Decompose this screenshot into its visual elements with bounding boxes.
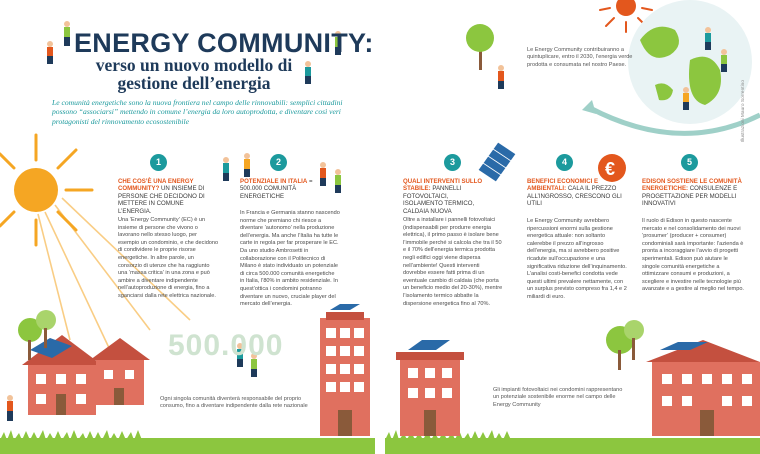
- page-title: ENERGY COMMUNITY:: [74, 28, 374, 58]
- houses-right-illustration: [606, 320, 760, 436]
- illustration-credit: Illustrazioni Mauro Sorrentino: [741, 80, 746, 143]
- column-3-number: 3: [444, 154, 461, 171]
- column-2-body: In Francia e Germania stanno nascendo norme che premiano chi riesce a diventare ‘autonomo’ nella produzione dell’energia. Ma anche l’Italia ha tutte le carte in regola per far prosperare le EC. Da uno studio Ambrosetti in collaborazione con il Politecnico di Milano è stato individuato un potenziale di circa 500.000 comunità energetiche in Italia, l’80% in ambito residenziale. In quest’ottica i condomini potranno diventare un nuovo, cruciale player del mercato dell’energia.: [240, 210, 340, 308]
- column-1-body: Una ‘Energy Community’ (EC) è un insieme di persone che vivono o lavorano nello stesso luogo, per esempio un condominio, e che decidono di condividere le proprie risorse energetiche. In altre parole, un consorzio di utenze che ha raggiunto una ‘massa critica’ in una zona e può ambire a diventare indipendente nell’autoproduzione di energia, fino a sganciarsi dalla rete elettrica nazionale.: [118, 217, 219, 299]
- column-5-number: 5: [681, 154, 698, 171]
- globe-note: Le Energy Community contribuiranno a quintuplicare, entro il 2030, l’energia verde prodotta e consumata nel nostro Paese.: [527, 47, 633, 68]
- column-5-body: Il ruolo di Edison in questo nascente mercato e nel consolidamento dei nuovi ‘prosumer’ (producer + consumer) condominiali sarà importante: l’azienda è pronta a incoraggiare l’avvio di progetti sperimentali. Edison può aiutare le singole comunità energetiche a ottimizzare consumi e produzioni, a scegliere e investire nelle tecnologie più avanzate e a gestire al meglio nel tempo.: [642, 218, 744, 293]
- column-3-heading: QUALI INTERVENTI SULLO STABILE: PANNELLI FOTOVOLTAICI, ISOLAMENTO TERMICO, CALDAIA NUOVA: [403, 178, 483, 215]
- column-2-number: 2: [270, 154, 287, 171]
- grass-left: [0, 430, 375, 454]
- column-5-heading: EDISON SOSTIENE LE COMUNITÀ ENERGETICHE: CONSULENZE E PROGETTAZIONE PER MODELLI INNOVATIVI: [642, 178, 742, 208]
- column-3-body: Oltre a installare i pannelli fotovoltaici (indispensabili per produrre energia elettrica), il primo passo è isolare bene l’immobile perché si calcola che tra il 50 e il 70% dell’energia termica prodotta negli edifici oggi viene dispersa nell’ambiente! Questi interventi dovrebbe essere fatti prima di un eventuale cambio di caldaia (che porta un beneficio medio del 20-30%), mentre l’isolamento termico abbatte la dispersione energetica fino al 70%.: [403, 217, 503, 307]
- houses-left-illustration: [18, 310, 150, 415]
- column-1-heading: CHE COS’È UNA ENERGY COMMUNITY? UN INSIEME DI PERSONE CHE DECIDONO DI METTERE IN COMUNE L’ENERGIA.: [118, 178, 205, 215]
- column-2-heading: POTENZIALE IN ITALIA = 500.000 COMUNITÀ ENERGETICHE: [240, 178, 313, 200]
- column-4-heading: BENEFICI ECONOMICI E AMBIENTALI: CALA IL PREZZO ALL’INGROSSO, CRESCONO GLI UTILI: [527, 178, 622, 208]
- column-4-number: 4: [556, 154, 573, 171]
- caption-left: Ogni singola comunità diventerà responsabile del proprio consumo, fino a diventare indipendente dalla rete nazionale: [160, 396, 308, 410]
- solar-panel-illustration: [478, 142, 516, 182]
- svg-text:€: €: [605, 159, 616, 179]
- page-subtitle: verso un nuovo modello di gestione dell’energia: [95, 55, 293, 93]
- building-center-illustration: [320, 304, 370, 436]
- column-1-number: 1: [150, 154, 167, 171]
- big-number: 500.000: [168, 329, 284, 362]
- building-right-illustration: [396, 340, 464, 436]
- caption-right: Gli impianti fotovoltaici nei condomini rappresentano un potenziale sostenibile enorme nel campo delle Energy Community: [493, 387, 623, 408]
- column-4-body: Le Energy Community avrebbero ripercussioni enormi sulla gestione energetica attuale: non soltanto calerebbe il prezzo all’ingrosso dell’energia, ma si avrebbero positive ricadute sull’occupazione e una significativa riduzione dell’inquinamento. L’analisi costi-benefici condotta vede questi ultimi prevalere nettamente, con un surplus previsto compreso fra 1,4 e 2 miliardi di euro.: [527, 218, 627, 300]
- tree-illustration: [466, 24, 494, 70]
- intro-text: Le comunità energetiche sono la nuova frontiera nel campo delle rinnovabili: semplici cittadini possono “associarsi” mettendo in comune l’energia da loro autoprodotta, e diventare così veri protagonisti del rinnovamento ecosostenibile: [52, 98, 343, 126]
